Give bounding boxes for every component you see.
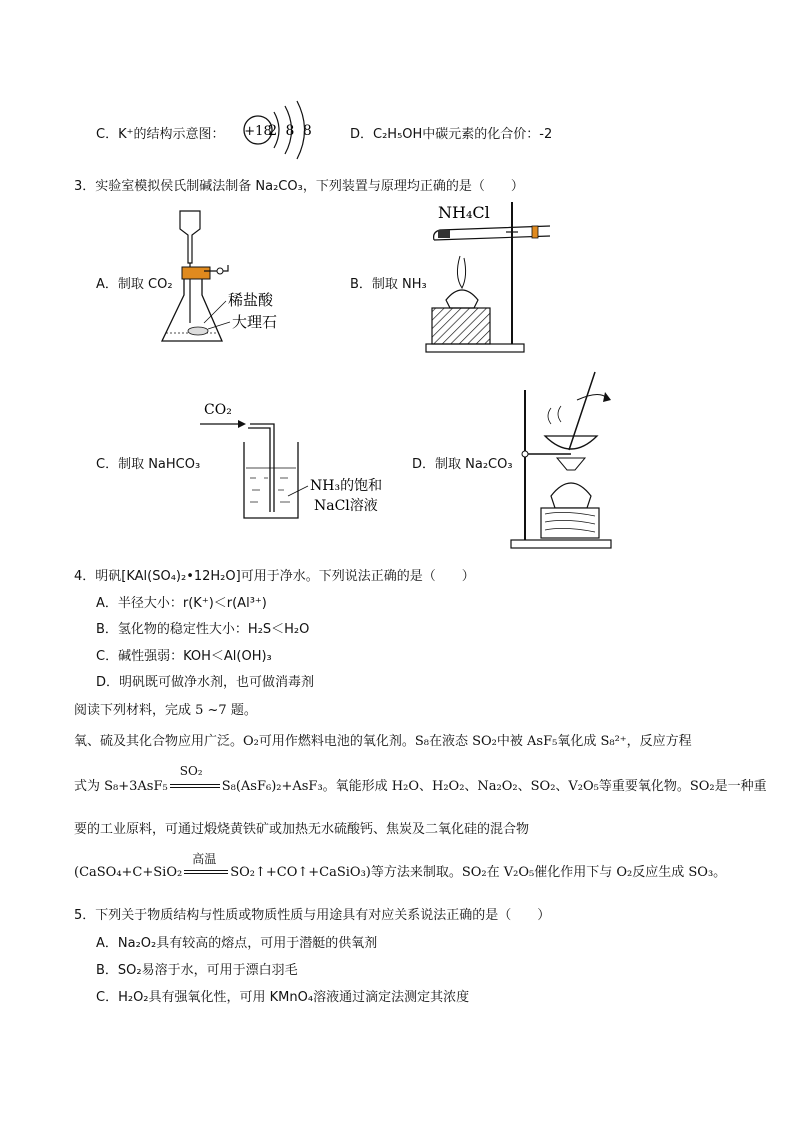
apparatus-a-co2 <box>158 205 293 350</box>
label-dilute-hcl: 稀盐酸 <box>228 291 274 309</box>
apparatus-d-na2co3 <box>505 366 625 552</box>
q3-option-b: B．制取 NH₃ <box>350 277 427 292</box>
q5-option-c: C．H₂O₂具有强氧化性，可用 KMnO₄溶液通过滴定法测定其浓度 <box>96 990 470 1005</box>
reaction-arrow-so2 <box>168 763 222 794</box>
q4-stem: 4．明矾[KAl(SO₄)₂•12H₂O]可用于净水。下列说法正确的是（ ） <box>74 569 475 584</box>
q3-option-a: A．制取 CO₂ <box>96 277 173 292</box>
label-nacl-solution: NaCl溶液 <box>314 498 378 514</box>
q5-option-b: B．SO₂易溶于水，可用于漂白羽毛 <box>96 963 298 978</box>
k-ion-structure-diagram <box>240 98 330 162</box>
q4-option-b: B．氢化物的稳定性大小：H₂S＜H₂O <box>96 622 310 637</box>
reaction-arrow-high-temp <box>182 851 230 880</box>
label-co2: CO₂ <box>204 402 232 418</box>
q3-stem: 3．实验室模拟侯氏制碱法制备 Na₂CO₃，下列装置与原理均正确的是（ ） <box>74 179 524 194</box>
q4-option-a: A．半径大小：r(K⁺)＜r(Al³⁺) <box>96 596 267 611</box>
material-line-3: 要的工业原料，可通过煅烧黄铁矿或加热无水硫酸钙、焦炭及二氧化硅的混合物 <box>74 822 530 837</box>
label-nh4cl: NH₄Cl <box>438 203 490 222</box>
condition-high-temp: 高温 <box>192 851 217 866</box>
q2-option-d: D．C₂H₅OH中碳元素的化合价：-2 <box>350 127 553 142</box>
material-line-2: 式为 S₈+3AsF₅ SO₂ S₈(AsF₆)₂+AsF₃。氧能形成 H₂O、H₂O₂、Na₂O₂、SO₂、V₂O₅等重要氧化物。SO₂是一种重 <box>74 763 767 794</box>
apparatus-c-nahco3 <box>194 400 394 525</box>
material-line-1: 氧、硫及其化合物应用广泛。O₂可用作燃料电池的氧化剂。S₈在液态 SO₂中被 AsF₅氧化成 S₈²⁺，反应方程 <box>74 734 692 749</box>
condition-so2: SO₂ <box>179 763 203 778</box>
q5-stem: 5．下列关于物质结构与性质或物质性质与用途具有对应关系说法正确的是（ ） <box>74 908 551 923</box>
q3-option-c: C．制取 NaHCO₃ <box>96 457 201 472</box>
label-nh3-saturated: NH₃的饱和 <box>310 478 383 494</box>
apparatus-b-nh3 <box>420 196 560 358</box>
label-marble: 大理石 <box>232 313 278 331</box>
atom-shells: 2 8 8 <box>268 123 314 139</box>
q3-option-d: D．制取 Na₂CO₃ <box>412 457 513 472</box>
material-intro: 阅读下列材料，完成 5 ~7 题。 <box>74 703 257 718</box>
q2-option-c: C．K⁺的结构示意图： <box>96 127 225 142</box>
q4-option-d: D．明矾既可做净水剂，也可做消毒剂 <box>96 675 315 690</box>
atom-nucleus: +18 <box>244 124 272 139</box>
q5-option-a: A．Na₂O₂具有较高的熔点，可用于潜艇的供氧剂 <box>96 936 378 951</box>
q4-option-c: C．碱性强弱：KOH＜Al(OH)₃ <box>96 649 272 664</box>
material-line-4: (CaSO₄+C+SiO₂ 高温 SO₂↑+CO↑+CaSiO₃)等方法来制取。SO₂在 V₂O₅催化作用下与 O₂反应生成 SO₃。 <box>74 851 727 880</box>
